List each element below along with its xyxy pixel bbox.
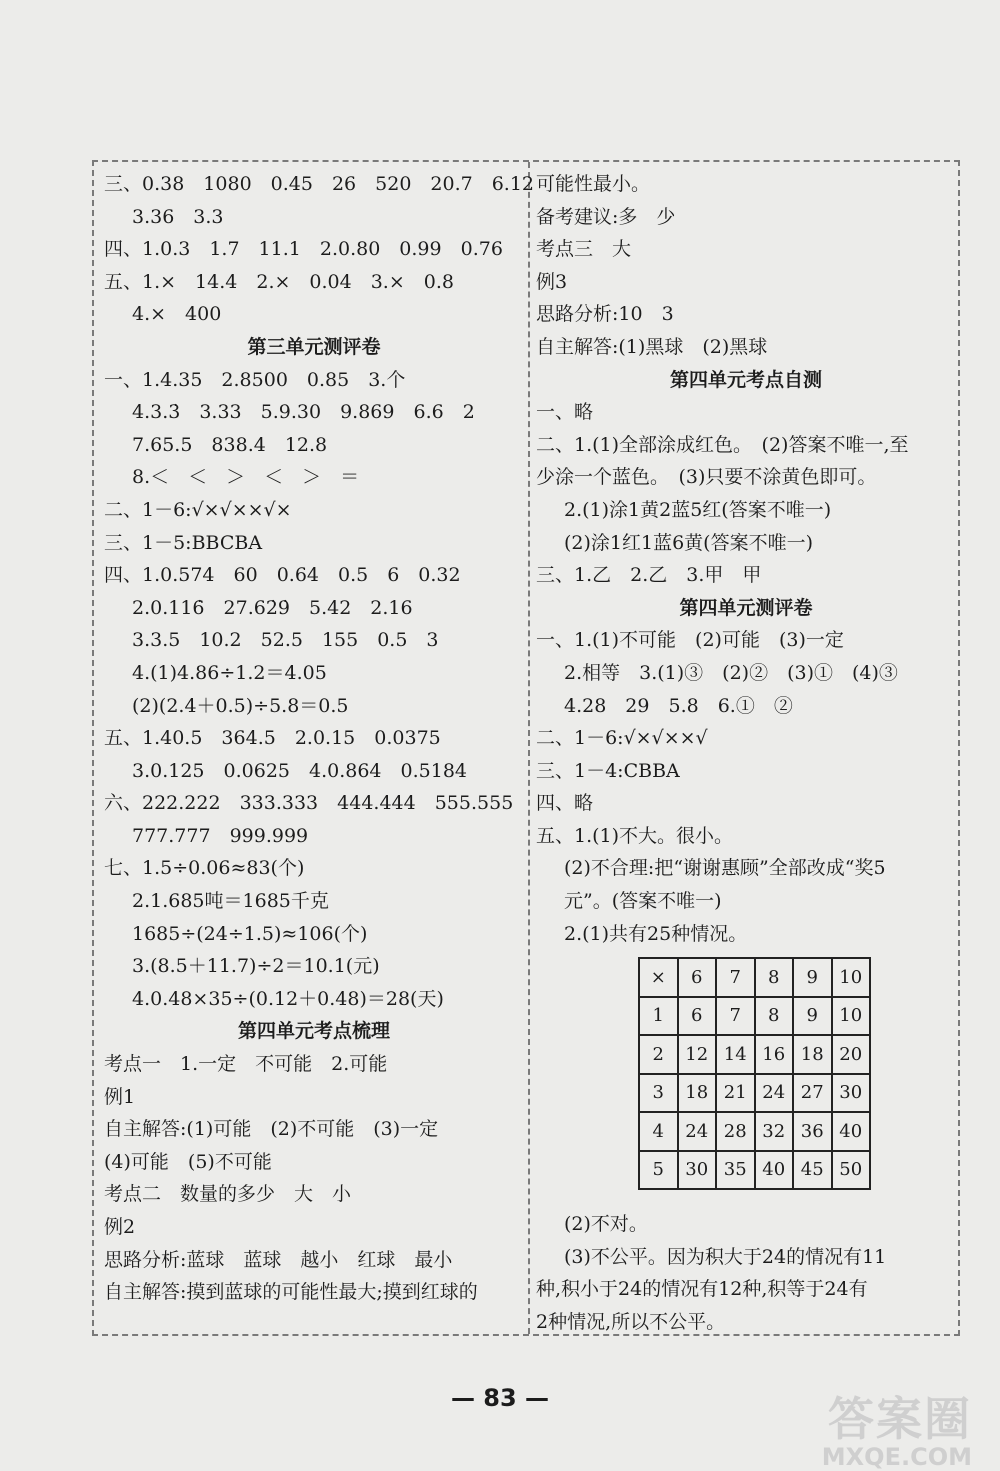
answer-line: 4.0.48×35÷(0.12＋0.48)＝28(天) — [132, 987, 444, 1010]
answer-line: 例1 — [104, 1085, 136, 1108]
multiplication-table — [638, 957, 871, 1190]
table-cell: 20 — [832, 1035, 871, 1074]
answer-line: 二、1.(1)全部涂成红色。 (2)答案不唯一,至 — [536, 433, 909, 456]
table-cell: 6 — [678, 958, 717, 997]
answer-line: 三、1－5:BBCBA — [104, 531, 263, 554]
table-cell: 8 — [755, 997, 794, 1036]
table-cell: 9 — [793, 997, 832, 1036]
table-cell: 30 — [832, 1074, 871, 1113]
answer-line: 2.0.116̇ 27.62̇9̇ 5.42 2.16 — [132, 596, 413, 619]
table-cell: 9 — [793, 958, 832, 997]
table-row — [639, 997, 870, 1036]
table-row — [639, 1112, 870, 1151]
table-cell: 6 — [678, 997, 717, 1036]
table-cell: 1 — [639, 997, 678, 1036]
table-row — [639, 1151, 870, 1190]
answer-line: 可能性最小。 — [536, 173, 651, 195]
section-heading: 第四单元测评卷 — [679, 596, 813, 619]
answer-line: 8.＜ ＜ ＞ ＜ ＞ ＝ — [132, 466, 360, 489]
table-cell: 5 — [639, 1151, 678, 1190]
answer-line: 种,积小于24的情况有12种,积等于24有 — [536, 1278, 868, 1301]
right-column-bottom — [536, 1208, 956, 1338]
answer-line: 四、略 — [536, 792, 594, 815]
table-cell: 4 — [639, 1112, 678, 1151]
table-cell: × — [639, 958, 678, 997]
table-cell: 21 — [716, 1074, 755, 1113]
answer-line: (2)不合理:把“谢谢惠顾”全部改成“奖5 — [564, 857, 886, 880]
answer-line: 六、222.222 333.333 444.444 555.555 — [104, 792, 514, 815]
table-cell: 10 — [832, 997, 871, 1036]
table-cell: 16 — [755, 1035, 794, 1074]
answer-line: 2.相等 3.(1)③ (2)② (3)① (4)③ — [564, 661, 898, 684]
section-heading: 第四单元考点梳理 — [237, 1020, 390, 1043]
answer-line: 3.(8.5＋11.7)÷2＝10.1(元) — [132, 955, 380, 978]
table-cell: 7 — [716, 958, 755, 997]
table-cell: 30 — [678, 1151, 717, 1190]
left-column — [104, 168, 535, 1309]
answer-line: 思路分析:蓝球 蓝球 越小 红球 最小 — [104, 1248, 453, 1271]
table-row — [639, 1035, 870, 1074]
answer-line: 3.36 3.3 — [132, 205, 224, 228]
table-cell: 40 — [755, 1151, 794, 1190]
table-cell: 36 — [793, 1112, 832, 1151]
answer-line: 考点一 1.一定 不可能 2.可能 — [104, 1053, 388, 1076]
answer-line: 考点三 大 — [536, 238, 632, 261]
answer-line: (4)可能 (5)不可能 — [104, 1150, 272, 1173]
table-cell: 14 — [716, 1035, 755, 1074]
answer-line: (2)不对。 — [564, 1213, 648, 1235]
answer-line: 考点二 数量的多少 大 小 — [104, 1183, 352, 1206]
section-heading: 第三单元测评卷 — [247, 335, 381, 358]
answer-line: 2.(1)涂1黄2蓝5红(答案不唯一) — [564, 498, 832, 521]
table-cell: 32 — [755, 1112, 794, 1151]
table-cell: 24 — [755, 1074, 794, 1113]
table-cell: 18 — [793, 1035, 832, 1074]
table-cell: 2 — [639, 1035, 678, 1074]
answer-line: 五、1.× 14.4 2.× 0.04 3.× 0.8 — [104, 270, 454, 293]
answer-line: 四、1.0.574 60 0.64 0.5 6 0.32 — [104, 564, 461, 587]
answer-line: 4.28 29 5.8 6.① ② — [564, 694, 793, 717]
table-cell: 8 — [755, 958, 794, 997]
answer-line: 777.777 999.999 — [132, 824, 309, 847]
table-cell: 28 — [716, 1112, 755, 1151]
answer-line: 三、1.乙 2.乙 3.甲 甲 — [536, 564, 762, 587]
page-number: — 83 — — [450, 1384, 550, 1412]
answer-line: 一、1.4.35 2.8500 0.85 3.个 — [104, 368, 406, 391]
table-cell: 27 — [793, 1074, 832, 1113]
answer-line: 五、1.(1)不大。很小。 — [536, 824, 734, 847]
table-cell: 40 — [832, 1112, 871, 1151]
table-row — [639, 1074, 870, 1113]
column-divider — [528, 162, 530, 1334]
answer-line: 思路分析:10 3 — [536, 303, 674, 326]
answer-line: 一、1.(1)不可能 (2)可能 (3)一定 — [536, 629, 844, 652]
table-cell: 18 — [678, 1074, 717, 1113]
answer-line: 2.(1)共有25种情况。 — [564, 922, 748, 945]
answer-line: 7.65.5 838.4 12.8 — [132, 433, 328, 456]
table-cell: 3 — [639, 1074, 678, 1113]
table-cell: 7 — [716, 997, 755, 1036]
section-heading: 第四单元考点自测 — [669, 368, 822, 391]
answer-line: 1685÷(24÷1.5)≈106(个) — [132, 922, 368, 945]
table-cell: 10 — [832, 958, 871, 997]
answer-line: 备考建议:多 少 — [536, 205, 676, 228]
answer-line: 2种情况,所以不公平。 — [536, 1310, 726, 1333]
table-cell: 50 — [832, 1151, 871, 1190]
answer-line: 三、1－4:CBBA — [536, 759, 680, 782]
answer-line: 二、1－6:√×√××√ — [536, 727, 708, 750]
answer-line: 三、0.38 1080 0.45 26 520 20.7 6.12 — [104, 173, 535, 195]
answer-line: 七、1.5÷0.06≈83(个) — [104, 857, 305, 880]
answer-line: (2)(2.4＋0.5)÷5.8＝0.5 — [132, 694, 349, 717]
answer-line: 3.0.125 0.0625 4.0.864 0.5184 — [132, 759, 468, 782]
answer-line: 少涂一个蓝色。 (3)只要不涂黄色即可。 — [536, 466, 877, 489]
answer-line: (3)不公平。因为积大于24的情况有11 — [564, 1245, 887, 1268]
table-cell: 24 — [678, 1112, 717, 1151]
answer-line: 4.× 400 — [132, 303, 222, 326]
right-column — [536, 168, 956, 950]
answer-line: 元”。(答案不唯一) — [564, 890, 722, 913]
answer-line: 五、1.40.5 364.5 2.0.15 0.0375 — [104, 727, 441, 750]
table-cell: 35 — [716, 1151, 755, 1190]
answer-line: 例3 — [536, 270, 568, 293]
table-cell: 45 — [793, 1151, 832, 1190]
watermark-logo: 答案圈 MXQE.COM — [821, 1392, 972, 1471]
answer-line: 自主解答:(1)可能 (2)不可能 (3)一定 — [104, 1118, 439, 1141]
answer-line: (2)涂1红1蓝6黄(答案不唯一) — [564, 531, 814, 554]
answer-line: 3.3.5 10.2 52.5 155 0.5 3 — [132, 629, 439, 652]
table-cell: 12 — [678, 1035, 717, 1074]
answer-line: 4.3.3̇ 3.33 5.9.30 9.869 6.6 2 — [132, 401, 475, 424]
answer-line: 例2 — [104, 1216, 136, 1238]
answer-line: 二、1－6:√×√××√× — [104, 498, 292, 521]
answer-line: 4.(1)4.86÷1.2＝4.05 — [132, 661, 327, 684]
answer-line: 自主解答:摸到蓝球的可能性最大;摸到红球的 — [104, 1281, 478, 1304]
answer-line: 一、略 — [536, 401, 594, 424]
table-row — [639, 958, 870, 997]
answer-line: 2.1.685吨＝1685千克 — [132, 890, 329, 913]
answer-line: 自主解答:(1)黑球 (2)黑球 — [536, 335, 768, 358]
answer-line: 四、1.0.3 1.7 11.1 2.0.80 0.99 0.76 — [104, 238, 503, 261]
